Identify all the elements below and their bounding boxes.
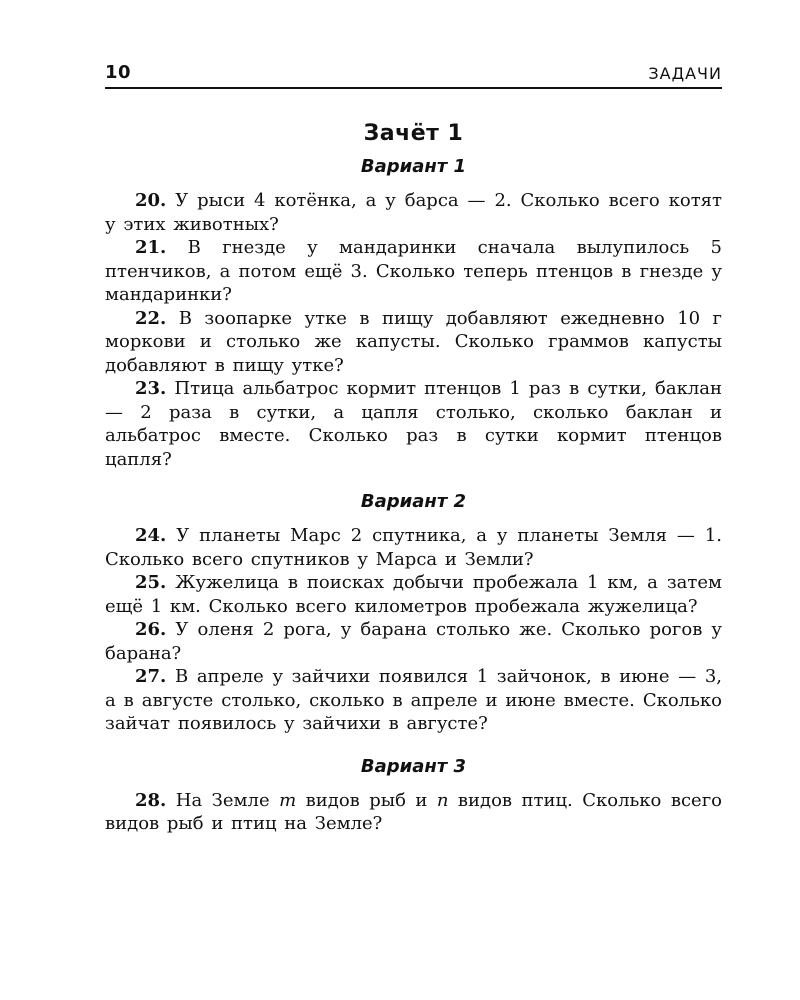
problem-23 — [105, 377, 722, 471]
problem-text: В зоопарке утке в пищу добавляют ежедневно 10 г моркови и столько же капусты. Сколько граммов капусты добавляют в пищу утке? — [105, 307, 722, 376]
problem-number: 22. — [135, 307, 167, 329]
variant-title: Вариант 2 — [360, 491, 467, 512]
problem-text: В апреле у зайчихи появился 1 зайчонок, в июне — 3, а в августе столько, сколько в апреле и июне вместе. Сколько зайчат появилось у зайчихи в августе? — [105, 666, 722, 734]
problem-text: Птица альбатрос кормит птенцов 1 раз в сутки, баклан — 2 раза в сутки, а цапля столько, сколько баклан и альбатрос вместе. Сколько раз в сутки кормит птенцов цапля? — [105, 378, 722, 470]
problem-text: Жужелица в поисках добычи пробежала 1 км, а затем ещё 1 км. Сколько всего километров пробежала жужелица? — [105, 572, 722, 617]
problem-text: В гнезде у мандаринки сначала вылупилось 5 птенчиков, а потом ещё 3. Сколько теперь птенцов в гнезде у мандаринки? — [105, 237, 722, 305]
problem-number: 20. — [135, 190, 167, 211]
problem-text: У рыси 4 котёнка, а у барса — 2. Сколько всего котят у этих животных? — [105, 190, 722, 235]
running-header — [105, 62, 722, 89]
problem-24 — [105, 524, 722, 571]
variant-3 — [105, 756, 722, 836]
page-number: 10 — [105, 62, 132, 83]
problem-text-part: видов рыб и — [305, 789, 428, 811]
problem-28 — [105, 789, 722, 836]
variant-title: Вариант 1 — [360, 156, 467, 177]
problem-number: 23. — [135, 378, 167, 399]
problem-text-part: видов птиц. Сколько всего видов рыб и птиц на Земле? — [105, 789, 722, 834]
problem-22 — [105, 307, 722, 378]
problem-25 — [105, 571, 722, 618]
problem-21 — [105, 236, 722, 307]
variable-m: m — [279, 789, 297, 811]
problem-number: 25. — [135, 572, 167, 593]
variant-1 — [105, 156, 722, 471]
book-page — [105, 62, 722, 836]
problem-26 — [105, 618, 722, 665]
variable-n: n — [436, 789, 449, 811]
problem-20 — [105, 189, 722, 236]
problem-number: 27. — [135, 666, 167, 687]
problem-number: 28. — [135, 789, 167, 811]
problem-number: 24. — [135, 525, 167, 546]
problem-text: У оленя 2 рога, у барана столько же. Сколько рогов у барана? — [105, 619, 723, 664]
problem-text: У планеты Марс 2 спутника, а у планеты Земля — 1. Сколько всего спутников у Марса и Земли? — [105, 525, 722, 570]
test-title: Зачёт 1 — [363, 121, 464, 146]
problem-27 — [105, 665, 722, 736]
problem-number: 26. — [135, 619, 167, 640]
problem-number: 21. — [135, 237, 167, 258]
variant-2 — [105, 491, 722, 736]
problem-text-part: На Земле — [175, 789, 270, 811]
variant-title: Вариант 3 — [360, 755, 467, 777]
section-name: ЗАДАЧИ — [648, 64, 722, 83]
